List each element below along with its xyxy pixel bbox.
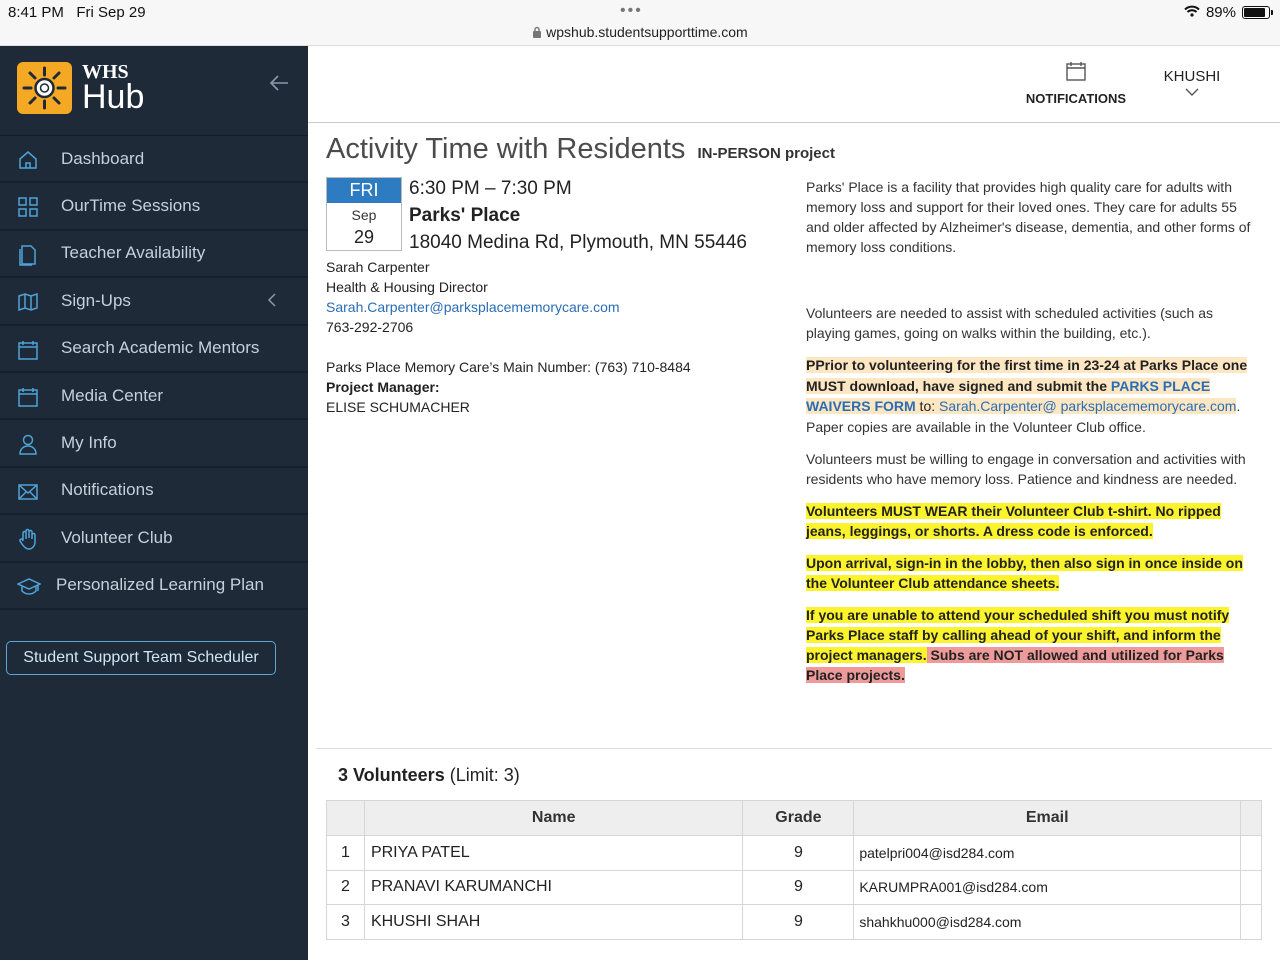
waiver-text: PPrior to volunteering for the first time in 23-24 at Parks Place one MUST download, have signed and submit the [806,357,1248,394]
user-menu[interactable] [1156,68,1228,103]
contact-title: Health & Housing Director [326,279,488,295]
contact-name: Sarah Carpenter [326,259,430,275]
event-place: Parks' Place [409,205,521,226]
page-title [326,133,835,166]
contact-info [326,257,691,417]
url-text: wpshub.studentsupporttime.com [546,24,748,40]
status-bar [0,0,1280,46]
event-description [806,177,1256,697]
dress-code-notice [806,501,1256,541]
sidebar-item-volunteer-club[interactable] [0,515,308,562]
contact-email-link[interactable]: Sarah.Carpenter@parksplacememorycare.com [326,299,620,315]
document-icon [17,244,39,266]
event-title: Activity Time with Residents [326,133,686,165]
lock-icon [532,24,546,40]
row-spacer [1241,870,1262,905]
student-support-team-scheduler-button[interactable]: Student Support Team Scheduler [6,641,276,675]
calendar-icon [1065,69,1087,86]
chevron-down-icon [1184,85,1200,102]
date-badge [326,177,402,251]
date-day: 29 [353,227,375,247]
dress-code-text: Volunteers MUST WEAR their Volunteer Club t-shirt. No ripped jeans, leggings, or shorts. A dress code is enforced. [806,503,1221,539]
calendar-icon [17,386,39,408]
waiver-email-link[interactable]: Sarah.Carpenter@ parksplacememorycare.com [939,398,1237,414]
battery-percent: 89% [1205,4,1236,21]
notifications-label: NOTIFICATIONS [1025,91,1127,106]
user-name: KHUSHI [1163,68,1221,85]
section-divider [316,748,1272,749]
sidebar-item-label: OurTime Sessions [61,196,201,216]
address-bar[interactable] [0,24,1280,40]
contact-phone: 763-292-2706 [326,319,414,335]
column-header-grade[interactable]: Grade [743,801,854,836]
volunteer-email: KARUMPRA001@isd284.com [854,870,1241,905]
column-header-index [327,801,365,836]
waiver-paper-copies-text: . Paper copies are available in the Volunteer Club office. [806,398,1241,435]
notifications-button[interactable] [1024,60,1128,106]
sidebar-item-label: Dashboard [61,148,145,168]
calendar-icon [17,339,39,361]
spacer [806,269,1256,291]
collapse-sidebar-arrow-icon[interactable] [268,74,290,97]
sidebar-item-label: Volunteer Club [61,527,173,547]
brand-line1: WHS [82,61,129,83]
envelope-icon [17,481,39,503]
attendance-notice [806,605,1256,685]
table-row [327,905,1262,940]
chevron-left-icon[interactable] [266,292,278,313]
status-time: 8:41 PM Fri Sep 29 [8,4,146,21]
waiver-notice [806,355,1256,437]
map-icon [17,291,39,313]
column-header-email[interactable]: Email [854,801,1241,836]
sign-in-text: Upon arrival, sign-in in the lobby, then also sign in once inside on the Volunteer Club attendance sheets. [806,555,1243,591]
wifi-icon [1184,4,1200,21]
date-day-of-week: FRI [327,178,401,203]
description-paragraph: Volunteers are needed to assist with scheduled activities (such as playing games, going on walks within the building, etc.). [806,305,1214,341]
waiver-form-link[interactable]: PARKS PLACE WAIVERS FORM [806,377,1211,414]
main-number: Parks Place Memory Care’s Main Number: (763) 710-8484 [326,359,691,375]
brand-text [82,62,144,114]
description-paragraph: Parks' Place is a facility that provides high quality care for adults with memory loss and support for their loved ones. They care for adults 55 and older affected by Alzheimer's disease, dementia, and other forms of memory loss conditions. [806,179,1251,255]
event-time: 6:30 PM – 7:30 PM [409,178,572,199]
subs-not-allowed-text: Subs are NOT allowed and utilized for Parks Place projects. [806,647,1224,683]
volunteer-name: KHUSHI SHAH [364,905,743,940]
sidebar-item-personalized-learning-plan[interactable] [0,563,308,610]
waiver-to-text: to: [915,398,940,414]
sidebar-item-notifications[interactable] [0,468,308,515]
graduation-cap-icon [17,576,39,598]
person-icon [17,433,39,455]
sidebar-item-sign-ups[interactable] [0,278,308,325]
browser-menu-dots[interactable]: ••• [620,2,643,19]
table-row [327,870,1262,905]
sidebar-item-my-info[interactable] [0,420,308,467]
sidebar-item-label: Notifications [61,480,154,500]
project-manager-name: ELISE SCHUMACHER [326,399,470,415]
column-header-name[interactable]: Name [364,801,743,836]
sidebar-item-ourtime-sessions[interactable] [0,183,308,230]
sign-in-notice [806,553,1256,593]
event-time-location [409,178,747,254]
description-paragraph: Volunteers must be willing to engage in conversation and activities with residents who have memory loss. Patience and kindness are needed. [806,451,1246,487]
sidebar-item-media-center[interactable] [0,373,308,420]
project-manager-label: Project Manager: [326,379,440,395]
sidebar-item-label: My Info [61,433,117,453]
sidebar-nav [0,135,308,610]
volunteer-name: PRIYA PATEL [364,836,743,871]
row-number: 1 [327,836,365,871]
battery-icon [1242,6,1270,19]
volunteer-email: shahkhu000@isd284.com [854,905,1241,940]
event-address: 18040 Medina Rd, Plymouth, MN 55446 [409,232,747,253]
volunteers-heading [338,765,520,786]
brand-line2: Hub [82,78,145,116]
sidebar-item-label: Sign-Ups [61,290,131,310]
brand-logo[interactable] [17,62,144,114]
sidebar-item-label: Teacher Availability [61,243,206,263]
volunteer-grade: 9 [743,905,854,940]
sidebar-item-label: Search Academic Mentors [61,338,260,358]
hand-icon [17,528,39,550]
sidebar-item-search-academic-mentors[interactable] [0,326,308,373]
sidebar-item-teacher-availability[interactable] [0,231,308,278]
volunteer-grade: 9 [743,870,854,905]
home-icon [17,149,39,171]
row-number: 3 [327,905,365,940]
sidebar-item-label: Personalized Learning Plan [56,575,264,595]
sidebar-item-dashboard[interactable] [0,136,308,183]
volunteer-count: 3 Volunteers [338,765,445,785]
date-month: Sep [351,207,377,223]
volunteer-name: PRANAVI KARUMANCHI [364,870,743,905]
attendance-text: If you are unable to attend your scheduled shift you must notify Parks Place staff by calling ahead of your shift, and inform the project managers. [806,607,1230,663]
grid-icon [17,196,39,218]
volunteer-email: patelpri004@isd284.com [854,836,1241,871]
table-header-row [327,801,1262,836]
volunteer-grade: 9 [743,836,854,871]
sidebar [0,46,308,960]
status-right [1184,4,1270,21]
column-header-spacer [1241,801,1262,836]
volunteers-table [326,800,1262,940]
sidebar-item-label: Media Center [61,385,164,405]
row-spacer [1241,905,1262,940]
event-type-tag: IN-PERSON project [697,145,835,162]
row-spacer [1241,836,1262,871]
table-row [327,836,1262,871]
row-number: 2 [327,870,365,905]
volunteer-limit: (Limit: 3) [449,765,520,785]
top-header [308,46,1280,123]
sun-logo-icon [17,62,72,114]
